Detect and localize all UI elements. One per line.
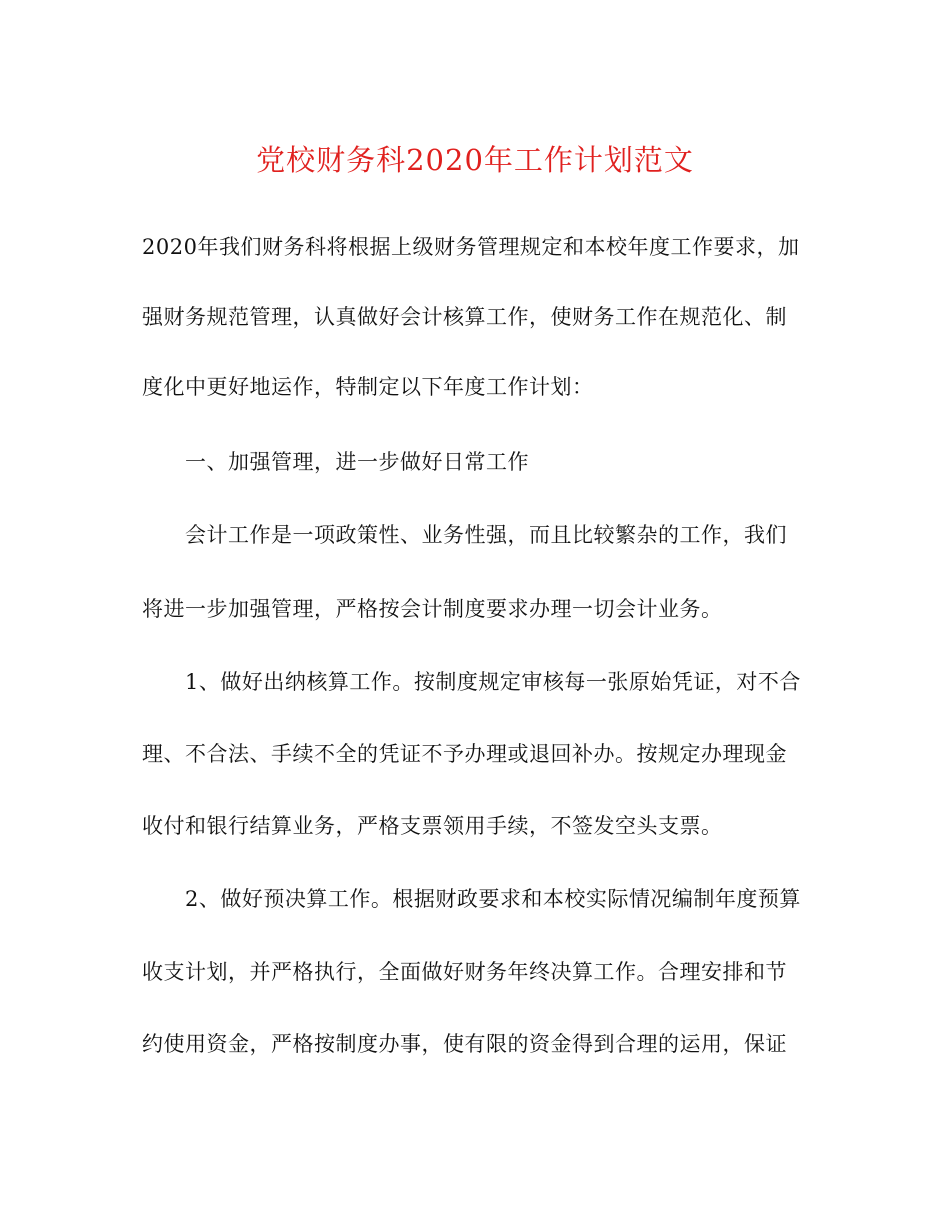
paragraph-line: 2020年我们财务科将根据上级财务管理规定和本校年度工作要求，加 (142, 235, 800, 259)
paragraph-line: 强财务规范管理，认真做好会计核算工作，使财务工作在规范化、制 (142, 305, 787, 329)
paragraph-line: 1、做好出纳核算工作。按制度规定审核每一张原始凭证，对不合 (185, 670, 801, 694)
paragraph-line: 将进一步加强管理，严格按会计制度要求办理一切会计业务。 (142, 597, 723, 621)
paragraph-line: 2、做好预决算工作。根据财政要求和本校实际情况编制年度预算 (185, 887, 801, 911)
paragraph-line: 会计工作是一项政策性、业务性强，而且比较繁杂的工作，我们 (185, 523, 787, 547)
document-title: 党校财务科2020年工作计划范文 (256, 143, 694, 177)
paragraph-line: 理、不合法、手续不全的凭证不予办理或退回补办。按规定办理现金 (142, 742, 787, 766)
paragraph-line: 约使用资金，严格按制度办事，使有限的资金得到合理的运用，保证 (142, 1032, 787, 1056)
section-heading: 一、加强管理，进一步做好日常工作 (185, 450, 529, 474)
paragraph-line: 收支计划，并严格执行，全面做好财务年终决算工作。合理安排和节 (142, 960, 787, 984)
paragraph-line: 度化中更好地运作，特制定以下年度工作计划： (142, 375, 594, 399)
paragraph-line: 收付和银行结算业务，严格支票领用手续，不签发空头支票。 (142, 814, 723, 838)
